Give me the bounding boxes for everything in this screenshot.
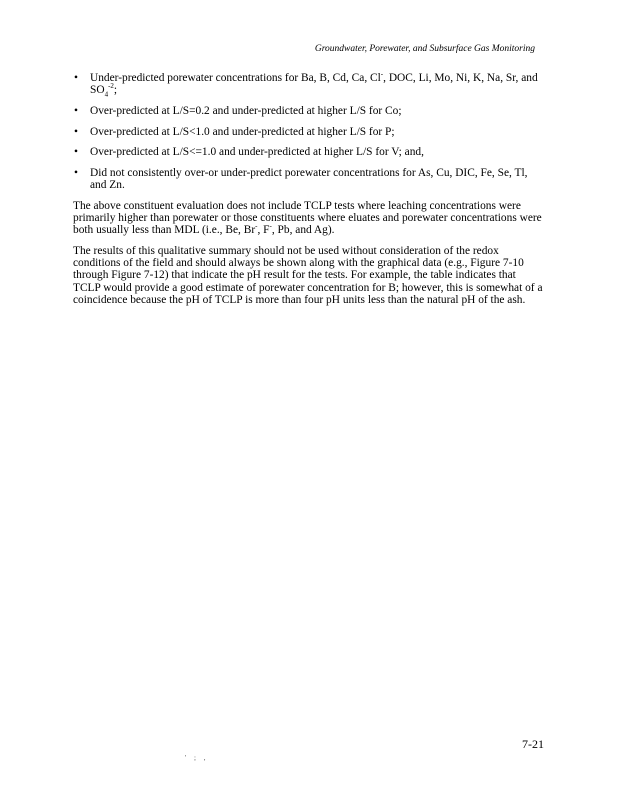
list-item bbox=[73, 146, 545, 158]
superscript: - bbox=[380, 70, 384, 79]
page-body bbox=[73, 72, 545, 315]
bullet-icon: • bbox=[74, 125, 78, 138]
list-item-text: Under-predicted porewater concentrations for Ba, B, Cd, Ca, Cl bbox=[90, 72, 381, 84]
page-number: 7-21 bbox=[522, 737, 544, 751]
list-item-text: Over-predicted at L/S=0.2 and under-predicted at higher L/S for Co; bbox=[90, 104, 402, 117]
superscript: - bbox=[269, 222, 272, 231]
superscript: - bbox=[255, 222, 258, 231]
bullet-icon: • bbox=[74, 167, 78, 180]
paragraph-text: , F bbox=[257, 224, 270, 237]
bullet-icon: • bbox=[74, 146, 78, 159]
paragraph-qualitative-summary: The results of this qualitative summary should not be used without consideration of the redox conditions of the field and should always be shown along with the graphical data (e.g., Figure 7-10 through Figure 7-12) that indicate the pH result for the tests. For example, the table indicates that TCLP would provide a good estimate of porewater concentration for B; however, this is somewhat of a coincidence because the pH of TCLP is more than four pH units less than the natural pH of the ash. bbox=[73, 245, 543, 306]
running-header: Groundwater, Porewater, and Subsurface Gas Monitoring bbox=[314, 44, 535, 54]
subscript: 4 bbox=[104, 90, 109, 99]
paragraph-text: , Pb, and Ag). bbox=[271, 224, 335, 237]
superscript: -2 bbox=[108, 82, 114, 91]
list-item-text: Over-predicted at L/S<=1.0 and under-predicted at higher L/S for V; and, bbox=[90, 146, 424, 159]
list-item-text: , DOC, Li, Mo, Ni, K, Na, Sr, and SO bbox=[90, 72, 538, 97]
bullet-icon: • bbox=[74, 72, 78, 84]
list-item-text: Did not consistently over-or under-predict porewater concentrations for As, Cu, DIC, Fe, Se, Tl, and Zn. bbox=[90, 167, 528, 192]
bullet-list bbox=[73, 72, 545, 191]
footer-mark: ' ; , bbox=[185, 754, 209, 762]
paragraph-constituent-evaluation bbox=[73, 200, 545, 237]
list-item bbox=[73, 105, 545, 117]
list-item bbox=[73, 167, 545, 191]
list-item-text: ; bbox=[113, 84, 118, 97]
bullet-icon: • bbox=[74, 104, 78, 117]
list-item bbox=[73, 70, 545, 99]
paragraph-text: The above constituent evaluation does not include TCLP tests where leaching concentrations were primarily higher than porewater or those constituents where eluates and porewater concentrations were both usually less than MDL (i.e., Be, Br bbox=[73, 199, 542, 237]
list-item-text: Over-predicted at L/S<1.0 and under-predicted at higher L/S for P; bbox=[90, 125, 395, 138]
list-item bbox=[73, 126, 545, 138]
